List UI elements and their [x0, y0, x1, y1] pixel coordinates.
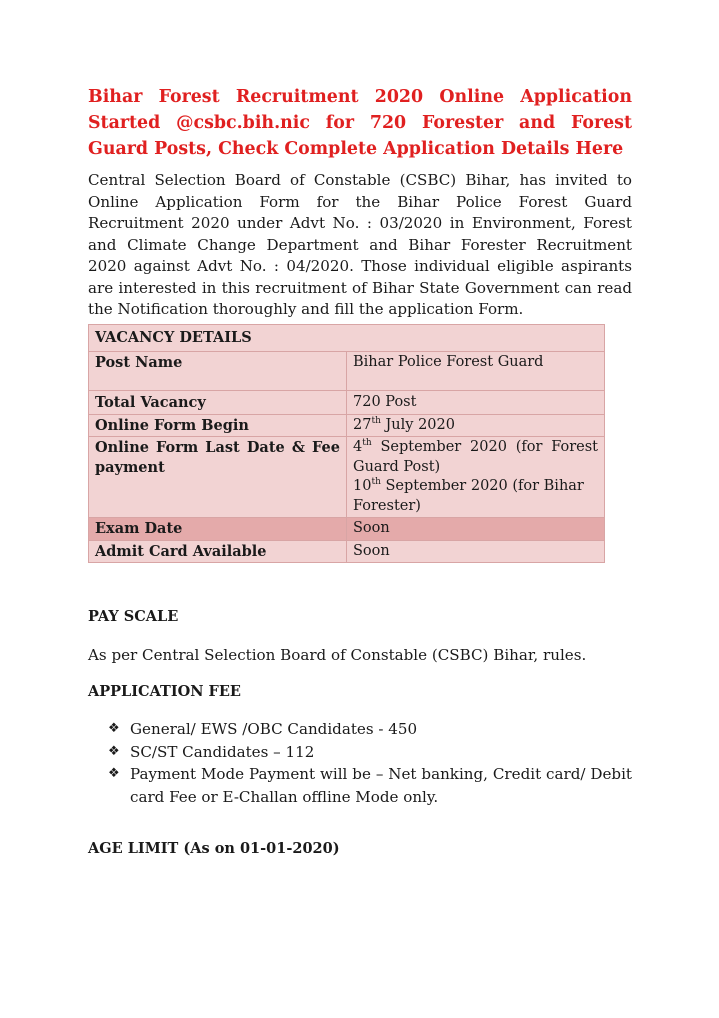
diamond-bullet-icon: ❖ [108, 743, 120, 759]
date-suffix: th [371, 477, 381, 488]
online-begin-label: Online Form Begin [89, 414, 347, 437]
date-day: 27 [353, 416, 372, 433]
list-item [88, 741, 632, 764]
total-vacancy-value: 720 Post [347, 391, 605, 415]
page-title: Bihar Forest Recruitment 2020 Online Application Started @csbc.bih.nic for 720 Forester and Forest Guard Posts, Check Complete Application Details Here [88, 87, 632, 159]
list-item [88, 763, 632, 808]
fee-item-text: SC/ST Candidates – 112 [130, 742, 315, 761]
date-day: 4 [353, 439, 363, 455]
diamond-bullet-icon: ❖ [108, 721, 120, 736]
date-rest: September 2020 (for Forest Guard Post) [353, 439, 598, 475]
total-vacancy-label: Total Vacancy [89, 391, 347, 415]
list-item [88, 718, 632, 741]
fee-item-text: General/ EWS /OBC Candidates - 450 [130, 720, 418, 738]
vacancy-details-table [88, 324, 605, 564]
article [88, 84, 632, 859]
date-suffix: th [371, 415, 381, 426]
last-date-label: Online Form Last Date & Fee payment [89, 437, 347, 518]
vacancy-heading: VACANCY DETAILS [89, 324, 605, 352]
admit-card-value: Soon [347, 540, 605, 563]
table-row [89, 352, 605, 391]
exam-date-value: Soon [347, 518, 605, 541]
table-row [89, 391, 605, 415]
table-row [89, 518, 605, 541]
diamond-bullet-icon: ❖ [108, 766, 120, 781]
online-begin-value [347, 414, 605, 437]
post-name-value: Bihar Police Forest Guard [347, 352, 605, 391]
exam-date-label: Exam Date [89, 518, 347, 541]
date-rest: September 2020 (for Bihar Forester) [353, 478, 584, 514]
date-suffix: th [362, 438, 372, 449]
pay-scale-text: As per Central Selection Board of Constable (CSBC) Bihar, rules. [88, 646, 587, 664]
date-rest: July 2020 [380, 416, 455, 433]
post-name-label: Post Name [89, 352, 347, 391]
table-row [89, 324, 605, 352]
application-fee-heading: APPLICATION FEE [88, 683, 241, 700]
last-date-forester [353, 477, 598, 516]
age-limit-heading: AGE LIMIT (As on 01-01-2020) [88, 840, 340, 857]
fee-list [88, 718, 632, 808]
table-row [89, 437, 605, 518]
admit-card-label: Admit Card Available [89, 540, 347, 563]
pay-scale-heading: PAY SCALE [88, 608, 179, 625]
date-day: 10 [353, 478, 372, 494]
last-date-value [347, 437, 605, 518]
table-row [89, 540, 605, 563]
table-row [89, 414, 605, 437]
last-date-forest-guard [353, 438, 598, 477]
intro-paragraph: Central Selection Board of Constable (CSBC) Bihar, has invited to Online Application Form for the Bihar Police Forest Guard Recruitment 2020 under Advt No. : 03/2020 in Environment, Forest and Climate Change Department and Bihar Forester Recruitment 2020 against Advt No. : 04/2020. Those individual eligible aspirants are interested in this recruitment of Bihar State Government can read the Notification thoroughly and fill the application Form. [88, 171, 632, 318]
fee-item-text: Payment Mode Payment will be – Net banking, Credit card/ Debit card Fee or E-Challan offline Mode only. [130, 765, 632, 806]
